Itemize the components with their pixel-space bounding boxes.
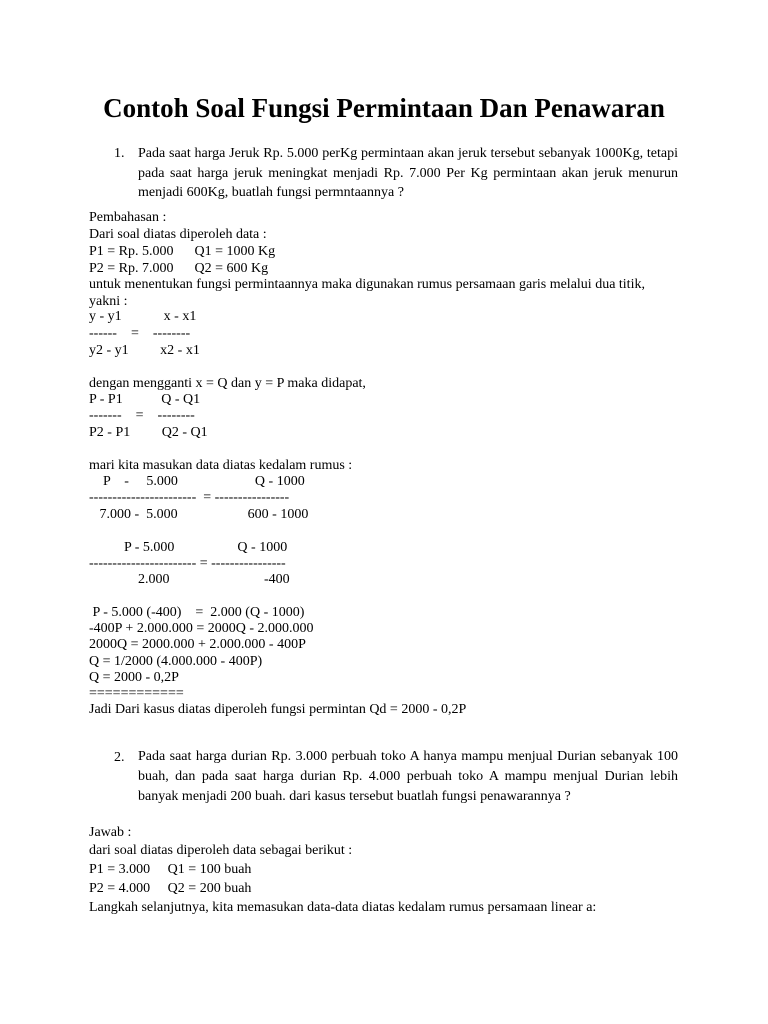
conclusion-line: Jadi Dari kasus diatas diperoleh fungsi permintan Qd = 2000 - 0,2P <box>89 702 467 717</box>
solution-1-line: untuk menentukan fungsi permintaannya maka digunakan rumus persamaan garis melalui dua titik, yakni : <box>89 277 645 309</box>
formula-line: y - y1 x - x1 <box>89 309 197 324</box>
formula-line: -400P + 2.000.000 = 2000Q - 2.000.000 <box>89 621 314 636</box>
formula-line: 2.000 -400 <box>89 572 290 587</box>
formula-line: P - 5.000 (-400) = 2.000 (Q - 1000) <box>89 605 305 620</box>
formula-line: ----------------------- = ---------------- <box>89 490 290 505</box>
formula-line: ------ = -------- <box>89 326 191 341</box>
question-1-number: 1. <box>114 146 125 161</box>
formula-line: Q = 2000 - 0,2P <box>89 670 179 685</box>
solution-1-line: Dari soal diatas diperoleh data : <box>89 227 267 242</box>
solution-1-line: P2 = Rp. 7.000 Q2 = 600 Kg <box>89 261 269 276</box>
formula-line: 2000Q = 2000.000 + 2.000.000 - 400P <box>89 637 306 652</box>
formula-line: y2 - y1 x2 - x1 <box>89 343 200 358</box>
solution-2-line: P1 = 3.000 Q1 = 100 buah <box>89 862 252 877</box>
formula-line: ------- = -------- <box>89 408 195 423</box>
question-1-text: Pada saat harga Jeruk Rp. 5.000 perKg permintaan akan jeruk tersebut sebanyak 1000Kg, tetapi pada saat harga jeruk meningkat menjadi Rp. 7.000 Per Kg permintaan akan jeruk menurun menjadi 600Kg, buatlah fungsi permntaannya ? <box>138 146 678 200</box>
solution-1-line: Pembahasan : <box>89 210 167 225</box>
formula-line: P - P1 Q - Q1 <box>89 392 201 407</box>
formula-line: ----------------------- = ---------------- <box>89 556 286 571</box>
page-title: Contoh Soal Fungsi Permintaan Dan Penawaran <box>103 93 665 123</box>
solution-1-line: P1 = Rp. 5.000 Q1 = 1000 Kg <box>89 244 276 259</box>
formula-line: P - 5.000 Q - 1000 <box>89 474 305 489</box>
solution-1-line: dengan mengganti x = Q dan y = P maka didapat, <box>89 376 366 391</box>
solution-2-line: dari soal diatas diperoleh data sebagai berikut : <box>89 843 353 858</box>
question-2-number: 2. <box>114 750 125 765</box>
formula-line: 7.000 - 5.000 600 - 1000 <box>89 507 309 522</box>
formula-line: P - 5.000 Q - 1000 <box>89 540 288 555</box>
formula-line: P2 - P1 Q2 - Q1 <box>89 425 208 440</box>
solution-1-line: mari kita masukan data diatas kedalam rumus : <box>89 458 353 473</box>
separator-line: ============ <box>89 686 184 701</box>
solution-2-line: Langkah selanjutnya, kita memasukan data-data diatas kedalam rumus persamaan linear a: <box>89 900 597 915</box>
solution-2-line: P2 = 4.000 Q2 = 200 buah <box>89 881 252 896</box>
solution-2-line: Jawab : <box>89 825 132 840</box>
question-2-text: Pada saat harga durian Rp. 3.000 perbuah toko A hanya mampu menjual Durian sebanyak 100 buah, dan pada saat harga durian Rp. 4.000 perbuah toko A mampu menjual Durian lebih banyak menjadi 200 buah. dari kasus tersebut buatlah fungsi penawarannya ? <box>138 749 678 804</box>
formula-line: Q = 1/2000 (4.000.000 - 400P) <box>89 654 263 669</box>
